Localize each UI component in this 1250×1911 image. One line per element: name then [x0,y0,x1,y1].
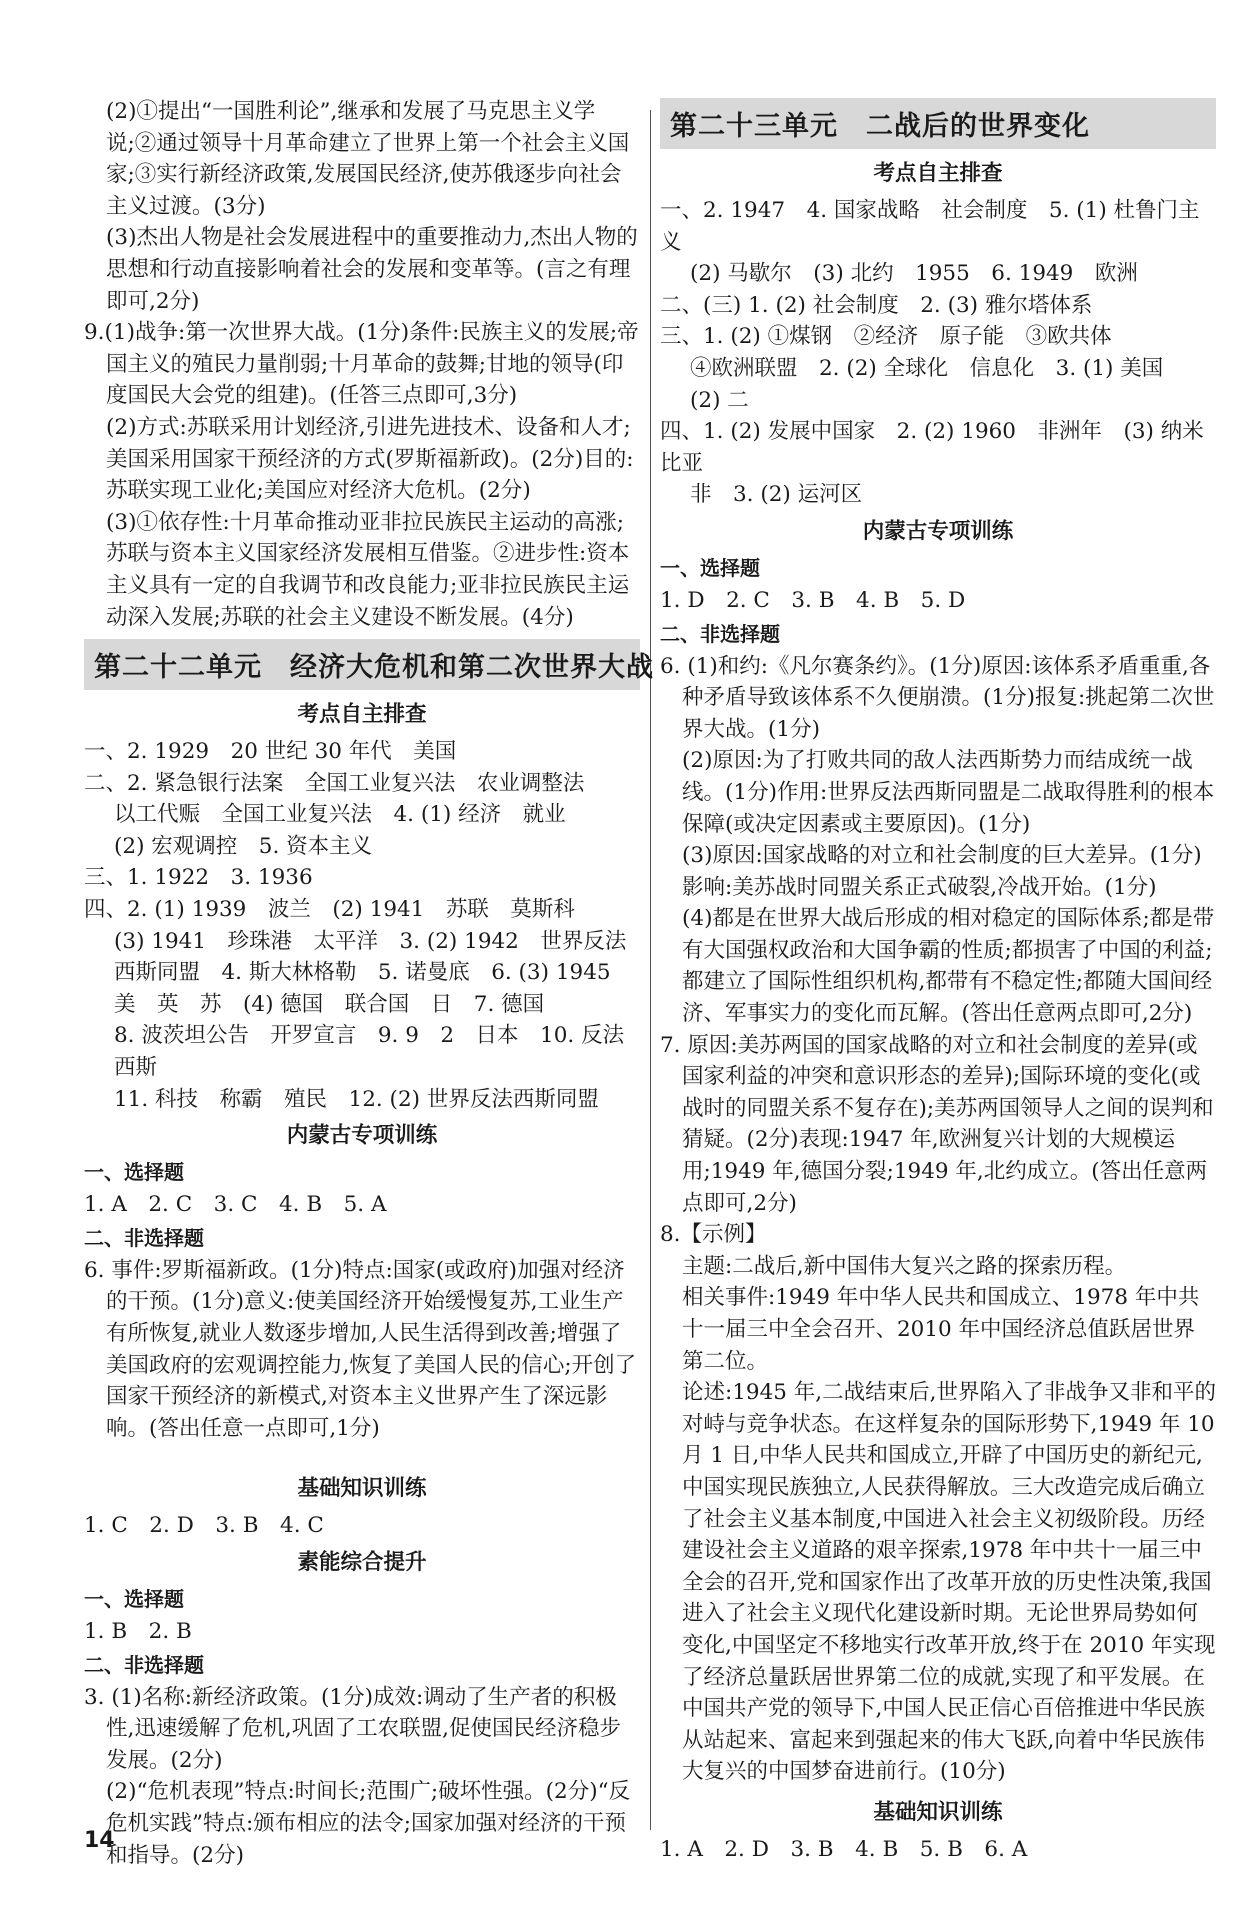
answer-9-part3: (3)①依存性:十月革命推动亚非拉民族民主运动的高涨;苏联与资本主义国家经济发展相互借鉴。②进步性:资本主义具有一定的自我调节和改良能力;亚非拉民族民主运动深入发展;苏联的社会主义建设不断发展。(4分) [106,509,630,630]
unit22-line: 8. 波茨坦公告 开罗宣言 9. 9 2 日本 10. 反法西斯 [114,1023,625,1081]
answer-9-part2: (2)方式:苏联采用计划经济,引进先进技术、设备和人才;美国采用国家干预经济的方式(罗斯福新政)。(2分)目的:苏联实现工业化;美国应对经济大危机。(2分) [106,414,634,504]
unit23-line: 一、2. 1947 4. 国家战略 社会制度 5. (1) 杜鲁门主义 [660,198,1200,255]
nonchoice-label: 二、非选择题 [660,621,780,646]
unit23-line: 四、1. (2) 发展中国家 2. (2) 1960 非洲年 (3) 纳米比亚 [660,419,1204,476]
unit22-line: (2) 宏观调控 5. 资本主义 [114,833,373,859]
nonchoice-label: 二、非选择题 [84,1225,204,1250]
basic-answers: 1. A 2. D 3. B 4. B 5. B 6. A [660,1836,1028,1862]
nonchoice-label: 二、非选择题 [84,1652,204,1677]
choice-label: 一、选择题 [660,555,760,580]
answer-8-events: 相关事件:1949 年中华人民共和国成立、1978 年中共十一届三中全会召开、2010 年中国经济总值跃居世界第二位。 [682,1285,1200,1374]
unit22-review-heading: 考点自主排查 [297,702,427,728]
unit22-line: 11. 科技 称霸 殖民 12. (2) 世界反法西斯同盟 [114,1086,599,1112]
nmg-training-heading: 内蒙古专项训练 [862,518,1014,544]
unit23-line: 二、(三) 1. (2) 社会制度 2. (3) 雅尔塔体系 [660,292,1093,318]
answer-6-part1: 6. (1)和约:《凡尔赛条约》。(1分)原因:该体系矛盾重重,各种矛盾导致该体系不久便崩溃。(1分)报复:挑起第二次世界大战。(1分) [660,653,1215,742]
answer-8-head: 8.【示例】 [660,1222,767,1248]
unit23-line: 非 3. (2) 运河区 [690,482,863,508]
left-column [84,96,654,1871]
choice-label: 一、选择题 [84,1586,184,1611]
answer-8-essay: 论述:1945 年,二战结束后,世界陷入了非战争又非和平的对峙与竞争状态。在这样复杂的国际形势下,1949 年 10 月 1 日,中华人民共和国成立,开辟了中国历史的新纪元,中国实现民族独立,人民获得解放。三大改造完成后确立了社会主义基本制度,中国进入社会主义初级阶段。历经建设社会主义道路的艰辛探索,1978 年中共十一届三中全会的召开,党和国家作出了改革开放的历史性决策,我国进入了社会主义现代化建设新时期。无论世界局势如何变化,中国坚定不移地实行改革开放,终于在 2010 年实现了经济总量跃居世界第二位的成就,实现了和平发展。在中国共产党的领导下,中国人民正信心百倍推进中华民族从站起来、富起来到强起来的伟大飞跃,向着中华民族伟大复兴的中国梦奋进前行。(10分) [682,1380,1222,1785]
choice-answers: 1. B 2. B [84,1618,192,1644]
unit23-line: ④欧洲联盟 2. (2) 全球化 信息化 3. (1) 美国 [690,355,1164,381]
unit23-line: (2) 马歇尔 (3) 北约 1955 6. 1949 欧洲 [690,261,1138,287]
answer-8-part2: (2)①提出“一国胜利论”,继承和发展了马克思主义学说;②通过领导十月革命建立了世界上第一个社会主义国家;③实行新经济政策,发展国民经济,使苏俄逐步向社会主义过渡。(3分) [106,99,630,219]
choice-label: 一、选择题 [84,1160,184,1185]
unit23-line: 三、1. (2) ①煤钢 ②经济 原子能 ③欧共体 [660,324,1112,350]
unit22-line: 四、2. (1) 1939 波兰 (2) 1941 苏联 莫斯科 [84,897,575,923]
unit23-title: 第二十三单元 二战后的世界变化 [660,98,1216,149]
unit22-title: 第二十二单元 经济大危机和第二次世界大战 [84,639,640,690]
unit23-line: (2) 二 [690,387,749,413]
unit22-line: 一、2. 1929 20 世纪 30 年代 美国 [84,739,457,765]
answer-8-theme: 主题:二战后,新中国伟大复兴之路的探索历程。 [682,1253,1127,1279]
right-column [660,96,1222,1866]
answer-6-part3: (3)原因:国家战略的对立和社会制度的巨大差异。(1分)影响:美苏战时同盟关系正式破裂,冷战开始。(1分) [682,843,1202,900]
unit22-line: 三、1. 1922 3. 1936 [84,865,313,891]
answer-6-part4: (4)都是在世界大战后形成的相对稳定的国际体系;都是带有大国强权政治和大国争霸的性质;都损害了中国的利益;都建立了国际性组织机构,都带有不稳定性;都随大国间经济、军事实力的变化而瓦解。(答出任意两点即可,2分) [682,906,1215,1027]
answer-7: 7. 原因:美苏两国的国家战略的对立和社会制度的差异(或国家利益的冲突和意识形态的差异);国际环境的变化(或战时的同盟关系不复存在);美苏两国领导人之间的误判和猜疑。(2分)表现:1947 年,欧洲复兴计划的大规模运用;1949 年,德国分裂;1949 年,北约成立。(答出任意两点即可,2分) [660,1032,1214,1216]
answer-6-part2: (2)原因:为了打败共同的敌人法西斯势力而结成统一战线。(1分)作用:世界反法西斯同盟是二战取得胜利的根本保障(或决定因素或主要原因)。(1分) [682,748,1215,837]
nmg-training-heading: 内蒙古专项训练 [286,1123,438,1149]
unit22-line: 以工代赈 全国工业复兴法 4. (1) 经济 就业 [114,802,566,828]
basic-answers: 1. C 2. D 3. B 4. C [84,1513,324,1539]
column-divider [650,110,651,1830]
answer-9-part1: 9.(1)战争:第一次世界大战。(1分)条件:民族主义的发展;帝国主义的殖民力量削弱;十月革命的鼓舞;甘地的领导(印度国民大会党的组建)。(任答三点即可,3分) [84,320,639,409]
unit22-line: 二、2. 紧急银行法案 全国工业复兴法 农业调整法 [84,770,585,796]
answer-6: 6. 事件:罗斯福新政。(1分)特点:国家(或政府)加强对经济的干预。(1分)意义:使美国经济开始缓慢复苏,工业生产有所恢复,就业人数逐步增加,人民生活得到改善;增强了美国政府的宏观调控能力,恢复了美国人民的信心;开创了国家干预经济的新模式,对资本主义世界产生了深远影响。(答出任意一点即可,1分) [84,1257,637,1441]
page-number: 14 [84,1828,115,1853]
choice-answers: 1. D 2. C 3. B 4. B 5. D [660,587,966,613]
answer-3-part1: 3. (1)名称:新经济政策。(1分)成效:调动了生产者的积极性,迅速缓解了危机,巩固了工农联盟,促使国民经济稳步发展。(2分) [84,1684,622,1773]
basic-training-heading: 基础知识训练 [297,1476,427,1502]
answer-3-part2: (2)“危机表现”特点:时间长;范围广;破坏性强。(2分)“反危机实践”特点:颁布相应的法令;国家加强对经济的干预和指导。(2分) [106,1779,631,1868]
suneng-heading: 素能综合提升 [297,1549,427,1575]
choice-answers: 1. A 2. C 3. C 4. B 5. A [84,1192,387,1218]
unit22-line: (3) 1941 珍珠港 太平洋 3. (2) 1942 世界反法西斯同盟 4. 斯大林格勒 5. 诺曼底 6. (3) 1945 [114,928,627,986]
basic-training-heading: 基础知识训练 [873,1799,1003,1825]
answer-8-part3: (3)杰出人物是社会发展进程中的重要推动力,杰出人物的思想和行动直接影响着社会的发展和变革等。(言之有理即可,2分) [106,225,638,314]
unit22-line: 美 英 苏 (4) 德国 联合国 日 7. 德国 [114,991,545,1017]
unit23-review-heading: 考点自主排查 [873,161,1003,186]
